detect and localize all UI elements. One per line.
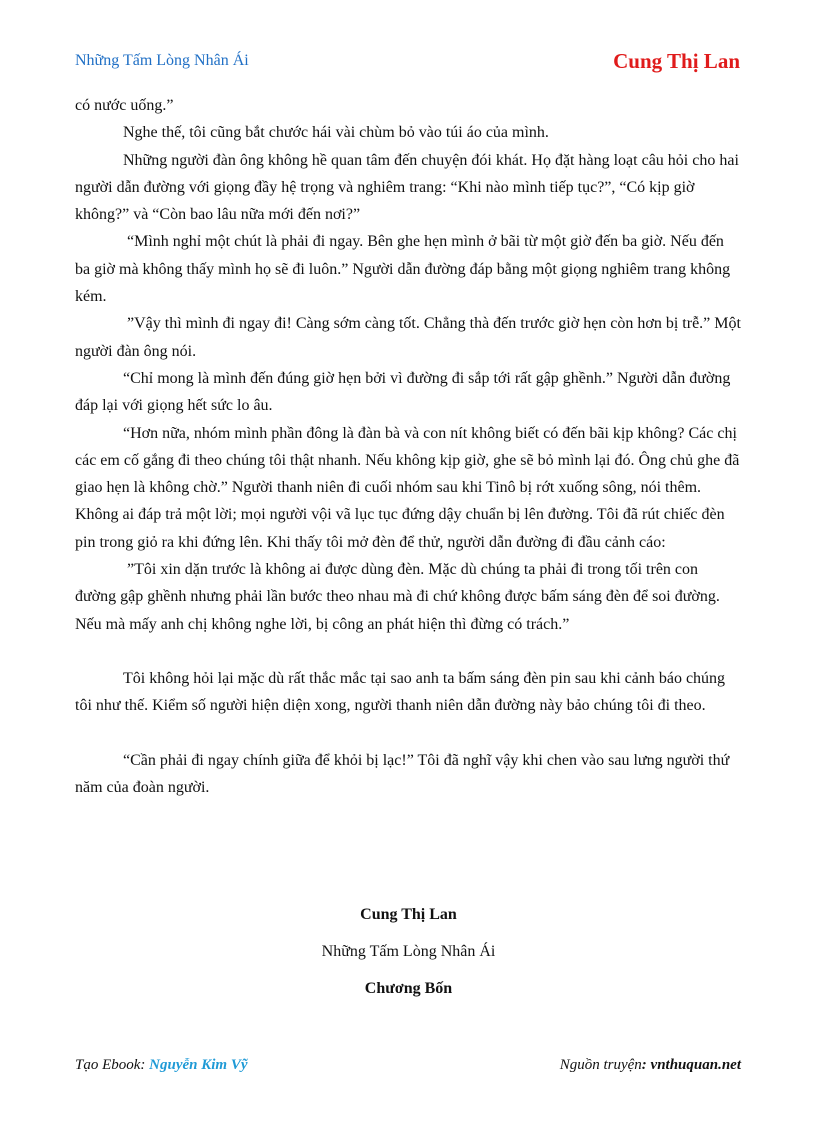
header-book-title: Những Tấm Lòng Nhân Ái (75, 52, 249, 69)
signature-author: Cung Thị Lan (360, 906, 457, 923)
paragraph: “Hơn nữa, nhóm mình phần đông là đàn bà và con nít không biết có đến bãi kịp không? Các chị các em cố gắng đi theo chúng tôi thật nhanh. Nếu không kịp giờ, ghe sẽ bỏ mình lại đó. Ông chủ ghe đã giao hẹn là không chờ.” Người thanh niên đi cuối nhóm sau khi Tinô bị rớt xuống sông, nói thêm. (75, 424, 740, 497)
paragraph: “Chỉ mong là mình đến đúng giờ hẹn bởi vì đường đi sắp tới rất gập ghềnh.” Người dẫn đường đáp lại với giọng hết sức lo âu. (75, 369, 731, 415)
paragraph: ”Vậy thì mình đi ngay đi! Càng sớm càng tốt. Chẳng thà đến trước giờ hẹn còn hơn bị trễ.” Một người đàn ông nói. (75, 315, 741, 360)
paragraph: Tôi không hỏi lại mặc dù rất thắc mắc tại sao anh ta bấm sáng đèn pin sau khi cảnh báo chúng tôi như thế. Kiểm số người hiện diện xong, người thanh niên dẫn đường này bảo chúng tôi đi theo. (75, 669, 726, 715)
footer-ebook-label: Tạo Ebook (75, 1057, 141, 1073)
footer-source: Nguồn truyện: vnthuquan.net (559, 1057, 741, 1073)
footer-source-label: Nguồn truyện (559, 1057, 642, 1073)
paragraph: ”Tôi xin dặn trước là không ai được dùng đèn. Mặc dù chúng ta phải đi trong tối trên con đường gập ghềnh nhưng phải lần bước theo nhau mà đi chứ không được bấm sáng đèn để soi đường. Nếu mà mấy anh chị không nghe lời, bị công an phát hiện thì đừng có trách.” (75, 561, 720, 633)
footer-source-site: vnthuquan.net (650, 1057, 741, 1073)
paragraph: Nghe thế, tôi cũng bắt chước hái vài chùm bỏ vào túi áo của mình. (123, 124, 549, 142)
paragraph: có nước uống.” (75, 97, 174, 114)
paragraph: Không ai đáp trả một lời; mọi người vội vã lục tục đứng dậy chuẩn bị lên đường. Tôi đã rút chiếc đèn pin trong giỏ ra khi đứng lên. Khi thấy tôi mở đèn để thử, người dẫn đường đi đầu cảnh cáo: (75, 506, 725, 551)
paragraph: “Mình nghỉ một chút là phải đi ngay. Bên ghe hẹn mình ở bãi từ một giờ đến ba giờ. Nếu đến ba giờ mà không thấy mình họ sẽ đi luôn.” Người dẫn đường đáp bằng một giọng nghiêm trang không kém. (75, 233, 731, 306)
paragraph: “Cần phải đi ngay chính giữa để khỏi bị lạc!” Tôi đã nghĩ vậy khi chen vào sau lưng người thứ năm của đoàn người. (75, 751, 730, 796)
signature-book: Những Tấm Lòng Nhân Ái (321, 943, 496, 960)
paragraph: Những người đàn ông không hề quan tâm đến chuyện đói khát. Họ đặt hàng loạt câu hỏi cho hai người dẫn đường với giọng đầy hệ trọng và nghiêm trang: “Khi nào mình tiếp tục?”, “Có kịp giờ không?” và “Còn bao lâu nữa mới đến nơi?” (75, 151, 739, 224)
footer-ebook-name: Nguyễn Kim Vỹ (149, 1057, 248, 1073)
signature-chapter: Chương Bốn (364, 980, 453, 997)
story-text (75, 92, 742, 801)
header-author: Cung Thị Lan (613, 49, 740, 73)
footer-ebook-credit: Tạo Ebook: Nguyễn Kim Vỹ (75, 1057, 248, 1073)
